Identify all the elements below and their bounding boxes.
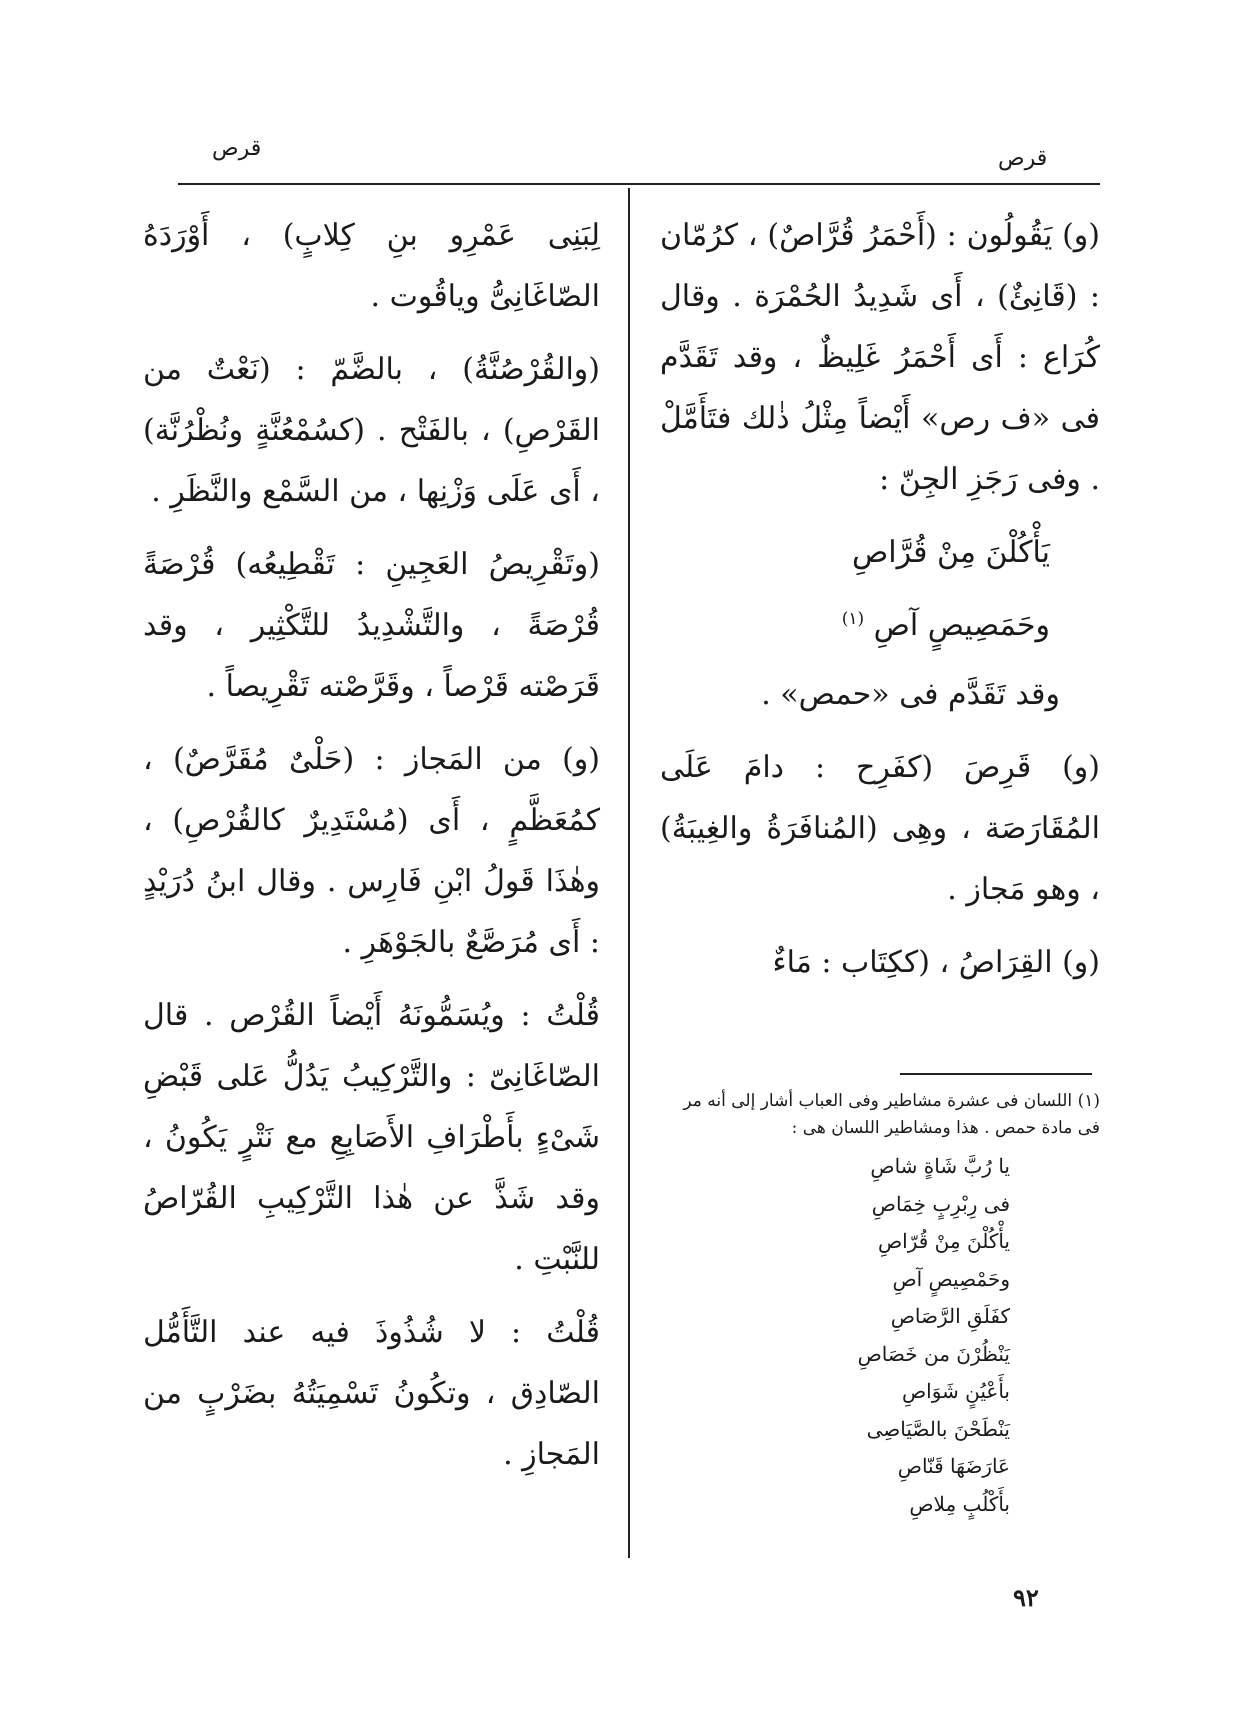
footnote-verse: يا رُبَّ شَاةٍ شاصِ <box>870 1154 1010 1178</box>
footnote-verse: بأَعْيُنٍ شَوَاصِ <box>901 1379 1010 1403</box>
right-after-verse: وقد تَقَدَّم فى «حمص» . <box>761 677 1060 712</box>
footnote-verse: بأَكْلُبٍ مِلاصِ <box>909 1491 1010 1516</box>
right-paragraph-1: (و) يَقُولُون : (أَحْمَرُ قُرَّاصٌ) ، كرُمّان : (قَانِئٌ) ، أَى شَدِيدُ الحُمْرَة . وقال كُرَاع : أَى أَحْمَرُ غَلِيظٌ ، وقد تَقَدَّم فى «ف رص» أَيْضاً مِثْلُ ذٰلك فتَأَمَّلْ . وفى رَجَزِ الجِنّ : <box>660 218 1100 497</box>
column-divider <box>628 188 630 1558</box>
left-paragraph-5: قُلْتُ : ويُسَمُّونَهُ أَيْضاً القُرْص . قال الصّاغَانِىّ : والتَّرْكِيبُ يَدُلُّ عَلى قَبْضِ شَىْءٍ بأَطْرَافِ الأَصَابِعِ مع نَتْرٍ يَكُونُ ، وقد شَذَّ عن هٰذا التَّرْكِيبِ القُرّاصُ للنَّبْتِ . <box>143 998 600 1277</box>
footnote-rule <box>900 1073 1092 1075</box>
right-column <box>660 205 1100 1005</box>
verse-line-1: يَأْكُلْنَ مِنْ قُرَّاصِ <box>851 535 1050 570</box>
verse-line-2-text: وحَمَصِيصٍ آصِ <box>873 608 1050 643</box>
footnote-verse: يأْكُلْنَ مِنْ قُرّاصِ <box>877 1229 1010 1253</box>
footnote-verse: يَنْظُرْنَ من خَصَاصِ <box>857 1341 1010 1366</box>
footnote-text: اللسان فى عشرة مشاطير وفى العباب أشار إلى أنه مر فى مادة حمص . هذا ومشاطير اللسان هى : <box>683 1091 1100 1138</box>
left-paragraph-2: (والقُرْصُنَّةُ) ، بالضَّمّ : (نَعْتٌ من القَرْصِ) ، بالفَتْح . (كسُمْعُنَّةٍ ونُظْرُنَّة) ، أَى عَلَى وَزْنِها ، من السَّمْع والنَّظَرِ . <box>143 352 600 509</box>
page-number: ٩٢ <box>1013 1583 1039 1612</box>
verse-line-2 <box>660 589 1100 656</box>
footnote-verse: كفَلَقِ الرَّصَاصِ <box>890 1304 1010 1328</box>
left-paragraph-6: قُلْتُ : لا شُذُوذَ فيه عند التَّأَمُّل الصّادِق ، وتكُونُ تَسْمِيَتُهُ بضَرْبٍ من المَجازِ . <box>143 1315 600 1472</box>
footnote-verse: يَنْطَحْنَ بالصَّيَاصِى <box>866 1416 1010 1441</box>
footnote <box>660 1088 1100 1142</box>
header-word-right: قرص <box>998 146 1048 171</box>
footnote-marker: (١) <box>1077 1091 1100 1111</box>
left-paragraph-1: لِبَنِى عَمْرِو بنِ كِلابٍ) ، أَوْرَدَهُ الصّاغَانِىُّ وياقُوت . <box>143 218 600 314</box>
right-paragraph-3: (و) القِرَاصُ ، (ككِتَاب : مَاءٌ <box>772 945 1100 980</box>
left-column <box>143 205 600 1497</box>
footnote-verses <box>700 1148 1010 1523</box>
left-paragraph-4: (و) من المَجاز : (حَلْىٌ مُقَرَّصٌ) ، كمُعَظَّمٍ ، أَى (مُسْتَدِيرٌ كالقُرْصِ) ، وهٰذَا قَولُ ابْنِ فَارِس . وقال ابنُ دُرَيْدٍ : أَى مُرَصَّعٌ بالجَوْهَرِ . <box>143 742 600 960</box>
header-rule <box>178 183 1100 185</box>
left-paragraph-3: (وتَقْرِيصُ العَجِينِ : تَقْطِيعُه) قُرْصَةً قُرْصَةً ، والتَّشْدِيدُ للتَّكْثِير ، وقد قَرَصْته قَرْصاً ، وقَرَّصْته تَقْرِيصاً . <box>143 547 600 704</box>
right-paragraph-2: (و) قَرِصَ (كفَرِح : دامَ عَلَى المُقَارَصَة ، وهِى (المُنافَرَةُ والغِيبَةُ) ، وهو مَجاز . <box>660 750 1100 907</box>
footnote-verse: فى رِبْرِبٍ خِمَاصِ <box>871 1191 1010 1216</box>
footnote-verse: وحَمْصِيصٍ آصِ <box>892 1266 1010 1291</box>
footnote-verse: عَارَضَهَا قَنّاصِ <box>897 1454 1010 1478</box>
footnote-ref-marker: (١) <box>841 609 865 629</box>
header-word-left: قرص <box>212 136 262 161</box>
